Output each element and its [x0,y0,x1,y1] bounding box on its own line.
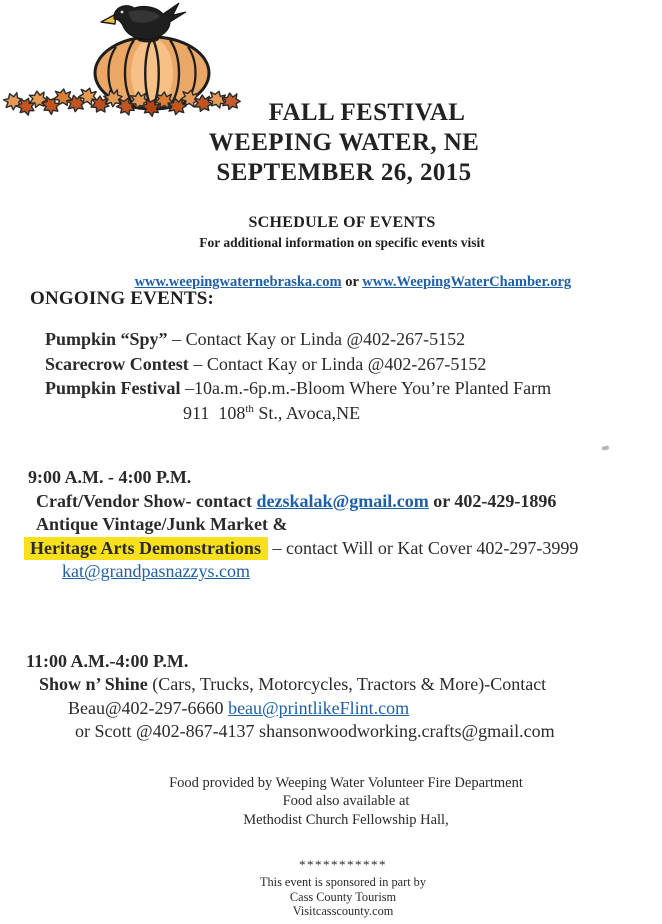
star-divider: *********** [299,857,387,872]
event-name: Pumpkin Festival [45,378,181,399]
sponsor-footer [0,858,662,919]
event-details: – Contact Kay or Linda @402-267-5152 [167,329,466,349]
event-name: Pumpkin “Spy” [45,329,168,349]
show-n-shine-line: Show n’ Shine (Cars, Trucks, Motorcycles, Tractors & More)-Contact [39,674,547,695]
event-details: –10a.m.-6p.m.-Bloom Where You’re Planted Farm [180,378,552,399]
beau-contact-line: Beau@402-297-6660 beau@printlikeFlint.com [68,697,410,718]
antique-market-line: Antique Vintage/Junk Market & [36,514,288,535]
weepingwaterchamber-link[interactable]: www.WeepingWaterChamber.org [362,274,572,290]
crow-icon [101,3,186,43]
event-details: – Contact Kay or Linda @402-267-5152 [188,353,487,374]
food-line: Food provided by Weeping Water Volunteer Fire Department [169,775,523,791]
schedule-heading: SCHEDULE OF EVENTS [248,214,436,231]
heritage-arts-line: Heritage Arts Demonstrations – contact Will or Kat Cover 402-297-3999 [30,537,662,561]
scott-contact-line: or Scott @402-867-4137 shansonwoodworking.crafts@gmail.com [75,721,555,742]
food-line: Methodist Church Fellowship Hall, [243,811,449,828]
dezskalak-email-link[interactable]: dezskalak@gmail.com [256,490,429,511]
afternoon-section [26,650,662,744]
food-line: Food also available at [282,793,410,810]
link-conjunction: or [341,274,363,290]
schedule-subheading: For additional information on specific events visit [199,235,485,250]
event-pumpkin-spy [45,327,662,352]
title-date: SEPTEMBER 26, 2015 [216,159,472,186]
event-pumpkin-festival [45,376,662,401]
beau-email-link[interactable]: beau@printlikeFlint.com [228,697,410,718]
ongoing-events-heading: ONGOING EVENTS: [30,288,215,309]
title-block [0,98,662,188]
event-name: Scarecrow Contest [45,353,189,374]
event-address: 911 108th St., Avoca,NE [183,402,361,423]
event-scarecrow-contest [45,352,662,377]
ordinal-superscript: th [245,402,254,415]
weepingwaternebraska-link[interactable]: www.weepingwaternebraska.com [134,274,342,290]
page-title: FALL FESTIVAL [268,99,466,126]
sponsor-site: Visitcasscounty.com [292,904,394,919]
sponsor-name: Cass County Tourism [289,889,397,904]
highlighted-text: Heritage Arts Demonstrations [24,537,268,560]
morning-time: 9:00 A.M. - 4:00 P.M. [28,467,192,487]
food-info [0,774,662,829]
afternoon-time: 11:00 A.M.-4:00 P.M. [26,651,189,671]
kat-email-link[interactable]: kat@grandpasnazzys.com [62,561,251,582]
scan-artifact [602,445,610,450]
ongoing-events-list [45,327,662,425]
morning-section [28,466,662,584]
sponsor-line: This event is sponsored in part by [260,875,426,889]
kat-email-line [62,560,662,584]
title-location: WEEPING WATER, NE [208,129,480,156]
craft-vendor-line: Craft/Vendor Show- contact dezskalak@gmail.com or 402-429-1896 [36,490,557,511]
